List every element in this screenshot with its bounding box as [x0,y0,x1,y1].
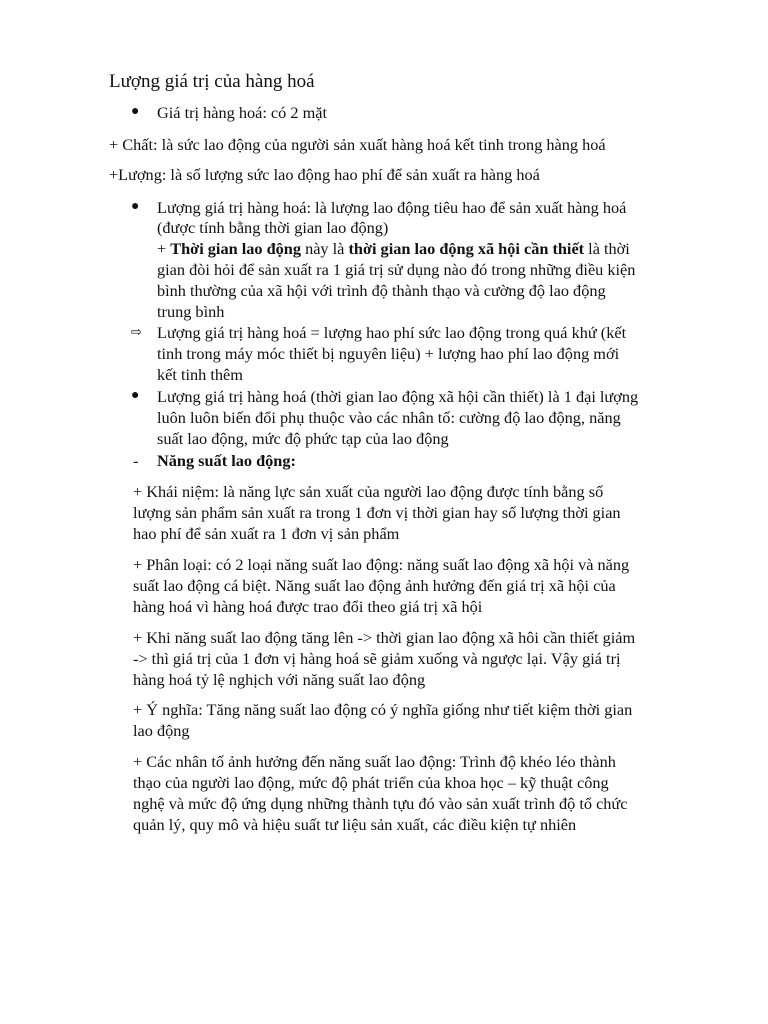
arrow-item-line-1: Lượng giá trị hàng hoá = lượng hao phí sức lao động trong quá khứ (kết [157,323,627,342]
bullet-3-line-3: suất lao động, mức độ phức tạp của lao động [157,429,449,448]
phan-loai-line-1: + Phân loại: có 2 loại năng suất lao động: năng suất lao động xã hội và năng [133,555,630,574]
bullet-2-line-5: bình thường của xã hội với trình độ thành thạo và cường độ lao động [157,281,606,300]
line-prefix: + [157,239,171,258]
phan-loai-line-2: suất lao động cá biệt. Năng suất lao động ảnh hưởng đến giá trị xã hội của [133,576,616,595]
bullet-2-line-4: gian đòi hỏi để sản xuất ra 1 giá trị sử dụng nào đó trong những điều kiện [157,260,636,279]
bullet-3-line-1: Lượng giá trị hàng hoá (thời gian lao động xã hội cần thiết) là 1 đại lượng [157,387,639,406]
phan-loai-line-3: hàng hoá vì hàng hoá được trao đổi theo giá trị xã hội [133,597,483,616]
khi-line-2: -> thì giá trị của 1 đơn vị hàng hoá sẽ giảm xuống và ngược lại. Vậy giá trị [133,649,621,668]
nhan-to-line-3: nghệ và mức độ ứng dụng những thành tựu đó vào sản xuất trình độ tổ chức [133,794,628,813]
bullet-2-line-2: (được tính bằng thời gian lao động) [157,218,389,237]
page-title: Lượng giá trị của hàng hoá [109,71,315,92]
chat-line: + Chất: là sức lao động của người sản xuất hàng hoá kết tinh trong hàng hoá [109,135,606,154]
khai-niem-line-2: lượng sản phẩm sản xuất ra trong 1 đơn vị thời gian hay số lượng thời gian [133,503,621,522]
arrow-right-icon: ⇨ [131,325,142,340]
arrow-item-line-3: kết tinh thêm [157,365,243,384]
bold-term-thoi-gian-xa-hoi: thời gian lao động xã hội cần thiết [348,239,585,258]
y-nghia-line-2: lao động [133,721,190,740]
nang-suat-heading: Năng suất lao động: [157,451,296,470]
bullet-dot-icon: ● [131,104,140,119]
khai-niem-line-3: hao phí để sản xuất ra 1 đơn vị sản phẩm [133,524,400,543]
bullet-1-text: Giá trị hàng hoá: có 2 mặt [157,103,327,122]
line-middle: này là [301,239,349,258]
bullet-2-line-6: trung bình [157,302,225,321]
dash-marker: - [133,451,139,470]
y-nghia-line-1: + Ý nghĩa: Tăng năng suất lao động có ý nghĩa giống như tiết kiệm thời gian [133,700,633,719]
bullet-dot-icon: ● [131,388,140,403]
khi-line-1: + Khi năng suất lao động tăng lên -> thời gian lao động xã hôi cần thiết giảm [133,628,636,647]
nhan-to-line-1: + Các nhân tố ảnh hưởng đến năng suất lao động: Trình độ khéo léo thành [133,752,616,771]
nhan-to-line-2: thạo của người lao động, mức độ phát triển của khoa học – kỹ thuật công [133,773,609,792]
bullet-2-line-1: Lượng giá trị hàng hoá: là lượng lao động tiêu hao để sản xuất hàng hoá [157,198,627,217]
khai-niem-line-1: + Khái niệm: là năng lực sản xuất của người lao động được tính bằng số [133,482,604,501]
luong-line: +Lượng: là số lượng sức lao động hao phí để sản xuất ra hàng hoá [109,165,540,184]
bold-term-thoi-gian-lao-dong: Thời gian lao động [170,239,301,258]
line-suffix: là thời [584,239,630,258]
arrow-item-line-2: tinh trong máy móc thiết bị nguyên liệu) + lượng hao phí lao động mới [157,344,620,363]
khi-line-3: hàng hoá tỷ lệ nghịch với năng suất lao động [133,670,426,689]
nhan-to-line-4: quản lý, quy mô và hiệu suất tư liệu sản xuất, các điều kiện tự nhiên [133,815,577,834]
bullet-dot-icon: ● [131,199,140,214]
bullet-3-line-2: luôn luôn biến đổi phụ thuộc vào các nhân tố: cường độ lao động, năng [157,408,621,427]
bullet-2-line-3 [157,238,630,259]
